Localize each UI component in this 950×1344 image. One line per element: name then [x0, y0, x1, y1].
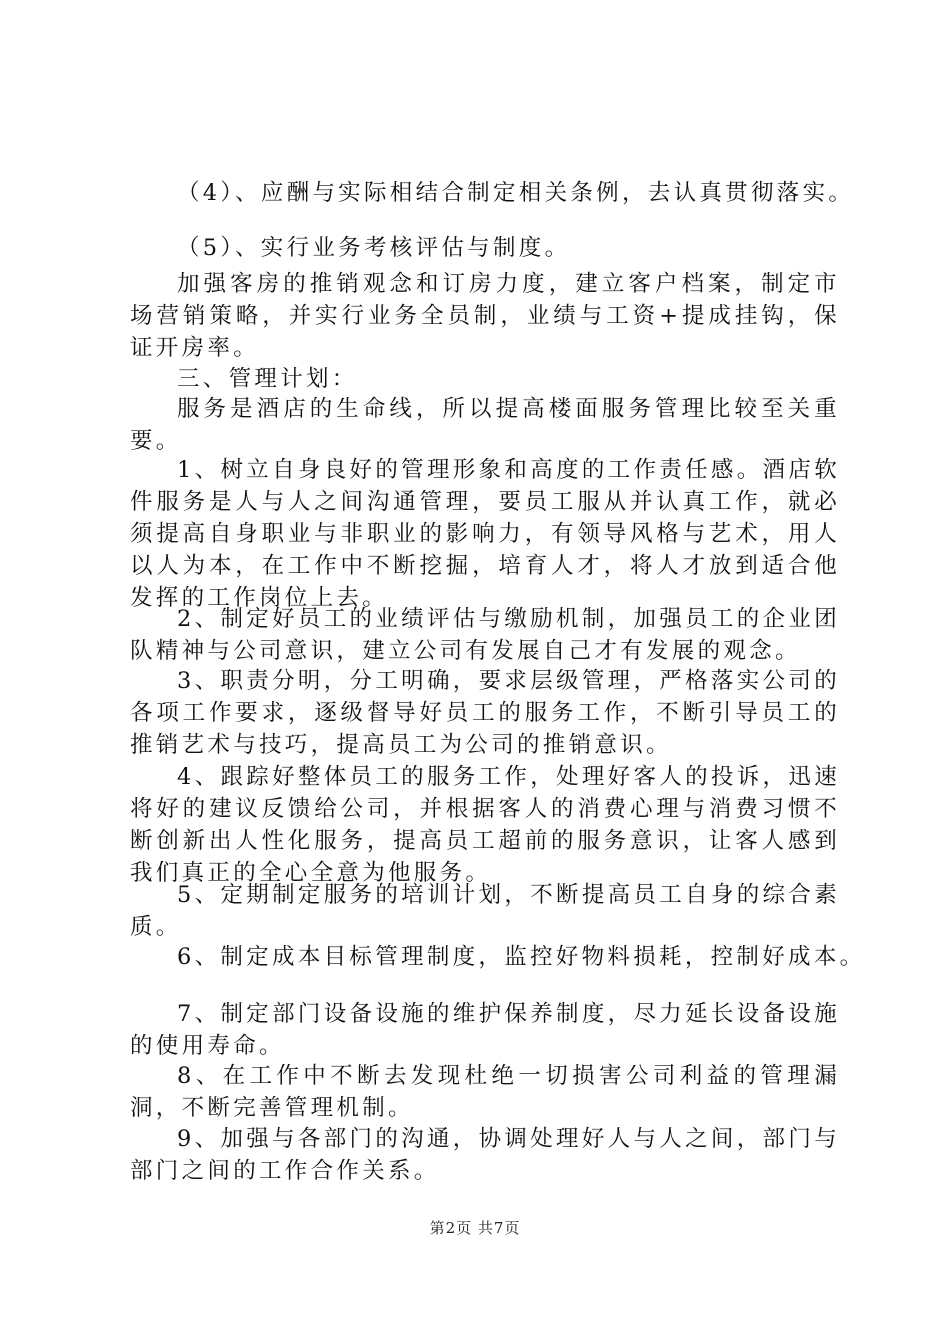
plan-item-1: 1、树立自身良好的管理形象和高度的工作责任感。酒店软件服务是人与人之间沟通管理，要员工服从并认真工作，就必须提高自身职业与非职业的影响力，有领导风格与艺术，用人以人为本，在工作中不断挖掘，培育人才，将人才放到适合他发挥的工作岗位上去。 — [130, 457, 840, 611]
plan-item-6: 6、制定成本目标管理制度，监控好物料损耗，控制好成本。 — [177, 944, 866, 970]
plan-item-9: 9、加强与各部门的沟通，协调处理好人与人之间，部门与部门之间的工作合作关系。 — [130, 1126, 840, 1184]
plan-item-2: 2、制定好员工的业绩评估与缴励机制，加强员工的企业团队精神与公司意识，建立公司有发展自己才有发展的观念。 — [130, 606, 840, 664]
plan-item-8: 8、在工作中不断去发现杜绝一切损害公司利益的管理漏洞，不断完善管理机制。 — [130, 1063, 840, 1121]
plan-item-5: 5、定期制定服务的培训计划，不断提高员工自身的综合素质。 — [130, 882, 840, 940]
page-number-footer: 第2页 共7页 — [429, 1219, 521, 1237]
plan-item-3: 3、职责分明，分工明确，要求层级管理，严格落实公司的各项工作要求，逐级督导好员工的服务工作，不断引导员工的推销艺术与技巧，提高员工为公司的推销意识。 — [130, 668, 840, 758]
item-5-line: （5）、实行业务考核评估与制度。 — [177, 235, 571, 261]
item-4-line: （4）、应酬与实际相结合制定相关条例，去认真贯彻落实。 — [177, 180, 855, 206]
sales-paragraph: 加强客房的推销观念和订房力度，建立客户档案，制定市场营销策略，并实行业务全员制，业绩与工资+提成挂钩，保证开房率。 — [130, 271, 840, 361]
plan-item-4: 4、跟踪好整体员工的服务工作，处理好客人的投诉，迅速将好的建议反馈给公司，并根据客人的消费心理与消费习惯不断创新出人性化服务，提高员工超前的服务意识，让客人感到我们真正的全心全意为他服务。 — [130, 764, 840, 886]
plan-item-7: 7、制定部门设备设施的维护保养制度，尽力延长设备设施的使用寿命。 — [130, 1001, 840, 1059]
service-paragraph: 服务是酒店的生命线，所以提高楼面服务管理比较至关重要。 — [130, 396, 840, 454]
section-3-heading: 三、管理计划： — [177, 366, 358, 392]
